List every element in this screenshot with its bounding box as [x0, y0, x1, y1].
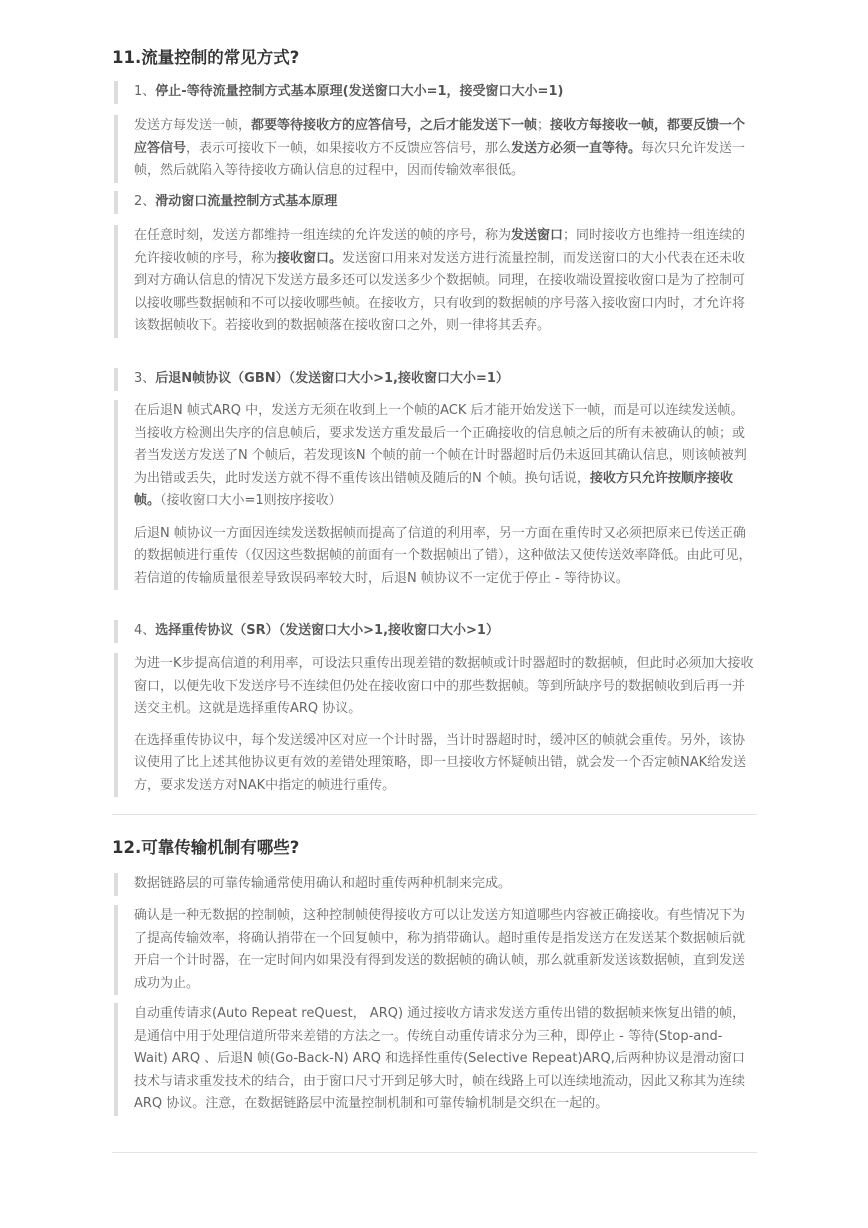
q2-number: 2、 — [134, 194, 156, 209]
q4-paragraph-2: 在选择重传协议中，每个发送缓冲区对应一个计时器，当计时器超时时，缓冲区的帧就会重传。另外，该协议使用了比上述其他协议更有效的差错处理策略，即一旦接收方怀疑帧出错，就会发一个否定帧NAK给发送方，要求发送方对NAK中指定的帧进行重传。 — [134, 732, 747, 793]
q2-heading — [114, 191, 754, 214]
q3-paragraph-2: 后退N 帧协议一方面因连续发送数据帧而提高了信道的利用率，另一方面在重传时又必须把原来已传送正确的数据帧进行重传（仅因这些数据帧的前面有一个数据帧出了错），这种做法又使传送效率降低。由此可见，若信道的传输质量很差导致误码率较大时，后退N 帧协议不一定优于停止 - 等待协议。 — [134, 525, 752, 586]
q3-title: 后退N帧协议（GBN）（发送窗口大小>1,接收窗口大小=1） — [155, 371, 509, 386]
s12-confirm-paragraph: 确认是一种无数据的控制帧，这种控制帧使得接收方可以让发送方知道哪些内容被正确接收。有些情况下为了提高传输效率，将确认捎带在一个回复帧中，称为捎带确认。超时重传是指发送方在发送某个数据帧后就开启一个计时器，在一定时间内如果没有得到发送的数据帧的确认帧，那么就重新发送该数据帧，直到发送成功为止。 — [114, 905, 754, 995]
s12-intro: 数据链路层的可靠传输通常使用确认和超时重传两种机制来完成。 — [114, 873, 754, 896]
q2-body: 在任意时刻，发送方都维持一组连续的允许发送的帧的序号，称为发送窗口；同时接收方也维持一组连续的允许接收帧的序号，称为接收窗口。发送窗口用来对发送方进行流量控制，而发送窗口的大小代表在还未收到对方确认信息的情况下发送方最多还可以发送多少个数据帧。同理，在接收端设置接收窗口是为了控制可以接收哪些数据帧和不可以接收哪些帧。在接收方，只有收到的数据帧的序号落入接收窗口内时，才允许将该数据帧收下。若接收到的数据帧落在接收窗口之外，则一律将其丢弃。 — [114, 225, 754, 338]
q4-body — [114, 653, 754, 797]
divider — [112, 814, 757, 815]
q3-body: 在后退N 帧式ARQ 中，发送方无须在收到上一个帧的ACK 后才能开始发送下一帧，而是可以连续发送帧。当接收方检测出失序的信息帧后，要求发送方重发最后一个正确接收的信息帧之后的所有未被确认的帧；或者当发送方发送了N 个帧后，若发现该N 个帧的前一个帧在计时器超时后仍未返回其确认信息，则该帧被判为出错或丢失，此时发送方就不得不重传该出错帧及随后的N 个帧。换句话说，接收方只允许按顺序接收帧。（接收窗口大小=1则按序接收） 后退N 帧协议一方面因连续发送数据帧而提高了信道的利用率，另一方面在重传时又必须把原来已传送正确的数据帧进行重传（仅因这些数据帧的前面有一个数据帧出了错），这种做法又使传送效率降低。由此可见，若信道的传输质量很差导致误码率较大时，后退N 帧协议不一定优于停止 - 等待协议。 — [114, 400, 754, 590]
section-11-title: 11.流量控制的常见方式? — [112, 48, 300, 67]
q1-title: 停止-等待流量控制方式基本原理(发送窗口大小=1，接受窗口大小=1) — [155, 84, 564, 99]
section-12-title: 12.可靠传输机制有哪些? — [112, 838, 300, 857]
q4-paragraph-1: 为进一K步提高信道的利用率，可设法只重传出现差错的数据帧或计时器超时的数据帧，但此时必须加大接收窗口，以便先收下发送序号不连续但仍处在接收窗口中的那些数据帧。等到所缺序号的数据帧收到后再一并送交主机。这就是选择重传ARQ 协议。 — [134, 656, 754, 716]
q1-body: 发送方每发送一帧，都要等待接收方的应答信号，之后才能发送下一帧；接收方每接收一帧，都要反馈一个应答信号，表示可接收下一帧，如果接收方不反馈应答信号，那么发送方必须一直等待。每次只允许发送一帧，然后就陷入等待接收方确认信息的过程中，因而传输效率很低。 — [114, 115, 754, 183]
q2-title: 滑动窗口流量控制方式基本原理 — [155, 194, 338, 209]
divider-bottom — [112, 1152, 757, 1153]
q4-heading — [114, 620, 754, 643]
q4-number: 4、 — [134, 623, 156, 638]
q1-heading — [114, 81, 754, 104]
q3-heading — [114, 368, 754, 391]
s12-arq-paragraph: 自动重传请求(Auto Repeat reQuest， ARQ) 通过接收方请求发送方重传出错的数据帧来恢复出错的帧，是通信中用于处理信道所带来差错的方法之一。传统自动重传请求分为三种，即停止 - 等待(Stop-and-Wait) ARQ 、后退N 帧(Go-Back-N) ARQ 和选择性重传(Selective Repeat)ARQ,后两种协议是滑动窗口技术与请求重发技术的结合，由于窗口尺寸开到足够大时，帧在线路上可以连续地流动，因此又称其为连续ARQ 协议。注意，在数据链路层中流量控制机制和可靠传输机制是交织在一起的。 — [114, 1003, 754, 1116]
q4-title: 选择重传协议（SR）（发送窗口大小>1,接收窗口大小>1） — [155, 623, 499, 638]
q1-number: 1、 — [134, 84, 156, 99]
q3-number: 3、 — [134, 371, 156, 386]
